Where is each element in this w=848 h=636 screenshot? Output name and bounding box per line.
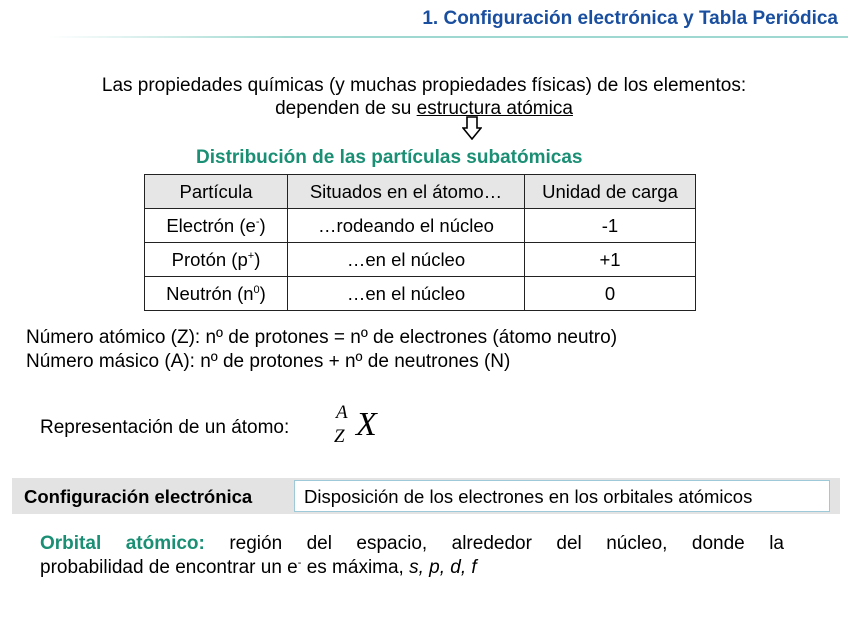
location-cell: …rodeando el núcleo [288, 209, 525, 243]
table-header-row [145, 175, 696, 209]
location-cell: …en el núcleo [288, 277, 525, 311]
particle-symbol: - [255, 215, 260, 228]
intro-line-2 [0, 97, 848, 120]
orbital-definition [40, 532, 784, 580]
charge-cell: +1 [525, 243, 696, 277]
table-header-charge: Unidad de carga [525, 175, 696, 209]
charge-cell: 0 [525, 277, 696, 311]
configuration-description: Disposición de los electrones en los orbitales atómicos [304, 486, 753, 507]
configuration-label: Configuración electrónica [24, 486, 253, 507]
section-subtitle: Distribución de las partículas subatómicas [196, 147, 583, 168]
orbital-line-2-part2: es máxima, [301, 557, 410, 578]
atomic-number-definition: Número atómico (Z): nº de protones = nº de electrones (átomo neutro) [26, 327, 618, 348]
particle-cell [145, 243, 288, 277]
particle-cell [145, 209, 288, 243]
charge-cell: -1 [525, 209, 696, 243]
particle-symbol: + [247, 249, 255, 262]
particle-close: ) [259, 214, 266, 236]
atomic-structure-emphasis: estructura atómica [416, 98, 573, 119]
table-row [145, 243, 696, 277]
particle-name: Protón (p [171, 248, 248, 270]
mass-number-definition: Número másico (A): nº de protones + nº de neutrones (N) [26, 351, 511, 372]
representation-label: Representación de un átomo: [40, 417, 290, 438]
nuclide-notation [334, 402, 394, 452]
title-divider [48, 36, 848, 38]
element-symbol: X [356, 406, 377, 443]
intro-line-2-prefix: dependen de su [275, 98, 417, 119]
particle-name: Neutrón (n [166, 282, 254, 304]
slide-title: 1. Configuración electrónica y Tabla Periódica [422, 8, 838, 29]
table-row [145, 209, 696, 243]
particle-cell [145, 277, 288, 311]
particle-name: Electrón (e [166, 214, 256, 236]
electron-superscript: - [297, 557, 302, 569]
particle-symbol: 0 [253, 283, 260, 296]
atomic-number-symbol: Z [334, 426, 345, 447]
orbital-term: Orbital atómico: [40, 533, 205, 554]
down-arrow-icon [462, 116, 482, 140]
intro-text [0, 74, 848, 120]
particle-close: ) [259, 282, 266, 304]
orbital-types: s, p, d, f [409, 557, 477, 578]
mass-number-symbol: A [336, 402, 348, 423]
location-cell: …en el núcleo [288, 243, 525, 277]
orbital-line-1 [40, 532, 784, 556]
orbital-line-1-rest: región del espacio, alrededor del núcleo, donde la [204, 533, 784, 554]
intro-line-1: Las propiedades químicas (y muchas propiedades físicas) de los elementos: [101, 75, 747, 96]
particle-close: ) [254, 248, 261, 270]
table-header-location: Situados en el átomo… [288, 175, 525, 209]
particles-table [144, 174, 696, 311]
table-header-particle: Partícula [145, 175, 288, 209]
orbital-line-2-part1: probabilidad de encontrar un e [40, 557, 298, 578]
orbital-line-2 [40, 556, 784, 580]
table-row [145, 277, 696, 311]
